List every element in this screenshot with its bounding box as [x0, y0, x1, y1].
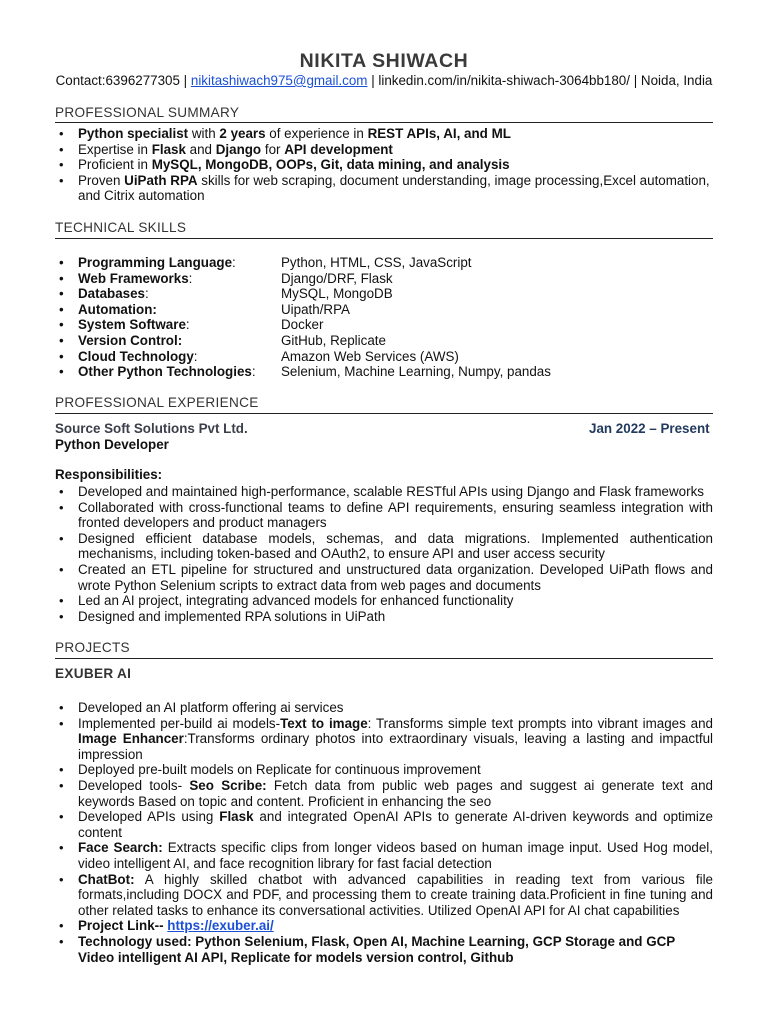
bullet-icon: •: [59, 809, 64, 825]
skill-item: • Automation: Uipath/RPA: [59, 301, 350, 317]
section-divider: [55, 413, 713, 414]
bullet-icon: •: [59, 777, 64, 793]
contact-phone: Contact:6396277305 |: [55, 73, 191, 88]
company-name: Source Soft Solutions Pvt Ltd.: [55, 421, 248, 436]
bullet-icon: •: [59, 918, 64, 934]
contact-line: [0, 73, 768, 89]
list-item: • ChatBot: A highly skilled chatbot with advanced capabilities in reading text from various file formats,including DOCX and PDF, and processing them to create training data.Proficient in fine tuning and other related tasks to enhance its conversational activities. Utilized OpenAI API for AI chat capabilities: [59, 871, 713, 918]
bullet-icon: •: [59, 762, 64, 778]
bullet-icon: •: [59, 593, 64, 609]
section-title-experience: PROFESSIONAL EXPERIENCE: [55, 395, 259, 410]
skill-item: • Version Control: GitHub, Replicate: [59, 332, 386, 348]
job-title: Python Developer: [55, 437, 169, 452]
bullet-icon: •: [59, 840, 64, 856]
list-item: • Deployed pre-built models on Replicate for continuous improvement: [59, 762, 481, 778]
skill-item: • Databases: MySQL, MongoDB: [59, 286, 393, 302]
project-name: EXUBER AI: [55, 666, 132, 681]
bullet-icon: •: [59, 141, 64, 157]
section-title-summary: PROFESSIONAL SUMMARY: [55, 105, 240, 120]
project-link[interactable]: https://exuber.ai/: [167, 918, 274, 934]
list-item: • Developed an AI platform offering ai services: [59, 700, 344, 715]
bullet-icon: •: [59, 286, 64, 302]
bullet-icon: •: [59, 301, 64, 317]
skill-item: • Other Python Technologies: Selenium, Machine Learning, Numpy, pandas: [59, 364, 551, 380]
list-item: • Created an ETL pipeline for structured and unstructured data organization. Developed UiPath flows and wrote Python Selenium scripts to extract data from web pages and documents: [59, 561, 713, 593]
summary-list: [55, 126, 713, 204]
list-item: • Technology used: Python Selenium, Flask, Open AI, Machine Learning, GCP Storage and GCP Video intelligent AI API, Replicate for models version control, Github: [59, 933, 675, 965]
section-divider: [55, 238, 713, 239]
email-link[interactable]: nikitashiwach975@gmail.com: [190, 73, 368, 88]
list-item: • Implemented per-build ai models-Text to image: Transforms simple text prompts into vibrant images and Image Enhancer:Transforms ordinary photos into extraordinary visuals, leaving a lasting and impactful impression: [59, 715, 713, 762]
bullet-icon: •: [59, 871, 64, 887]
bullet-icon: •: [59, 172, 64, 188]
bullet-icon: •: [59, 157, 64, 173]
list-item: • Collaborated with cross-functional teams to define API requirements, ensuring seamless integration with fronted developers and product managers: [59, 499, 713, 531]
list-item: • Face Search: Extracts specific clips from longer videos based on human image input. Used Hog model, video intelligent AI, and face recognition library for fast facial detection: [59, 840, 713, 871]
skill-item: • Cloud Technology: Amazon Web Services (AWS): [59, 348, 459, 364]
list-item: • Led an AI project, integrating advanced models for enhanced functionality: [59, 593, 514, 609]
responsibilities-list: [55, 484, 713, 624]
bullet-icon: •: [59, 332, 64, 348]
section-title-projects: PROJECTS: [55, 640, 130, 655]
bullet-icon: •: [59, 484, 64, 499]
bullet-icon: •: [59, 364, 64, 380]
bullet-icon: •: [59, 317, 64, 333]
list-item: • Proficient in MySQL, MongoDB, OOPs, Git, data mining, and analysis: [59, 157, 510, 173]
list-item: • Proven UiPath RPA skills for web scraping, document understanding, image processing,Excel automation, and Citrix automation: [59, 172, 710, 204]
contact-linkedin-location: | linkedin.com/in/nikita-shiwach-3064bb180/ | Noida, India: [367, 73, 713, 88]
list-item: • Designed efficient database models, schemas, and data migrations. Implemented authentication mechanisms, including token-based and OAuth2, to ensure API and user access security: [59, 530, 713, 562]
bullet-icon: •: [59, 499, 64, 515]
bullet-icon: •: [59, 561, 64, 577]
bullet-icon: •: [59, 126, 64, 141]
list-item: • Developed and maintained high-performance, scalable RESTful APIs using Django and Flask frameworks: [59, 484, 704, 499]
bullet-icon: •: [59, 270, 64, 286]
section-divider: [55, 658, 713, 659]
employment-dates: Jan 2022 – Present: [589, 421, 710, 436]
project-list: [55, 700, 713, 965]
section-title-skills: TECHNICAL SKILLS: [55, 220, 187, 235]
skills-list: [55, 255, 713, 380]
list-item: • Developed APIs using Flask and integrated OpenAI APIs to generate AI-driven keywords and optimize content: [59, 809, 713, 840]
bullet-icon: •: [59, 255, 64, 270]
bullet-icon: •: [59, 700, 64, 715]
skill-item: • System Software: Docker: [59, 317, 324, 333]
bullet-icon: •: [59, 933, 64, 949]
list-item: • Expertise in Flask and Django for API development: [59, 141, 393, 157]
bullet-icon: •: [59, 348, 64, 364]
list-item: • Python specialist with 2 years of experience in REST APIs, AI, and ML: [59, 126, 511, 141]
skill-item: • Web Frameworks: Django/DRF, Flask: [59, 270, 393, 286]
list-item: • Developed tools- Seo Scribe: Fetch data from public web pages and suggest ai generate text and keywords Based on topic and content. Proficient in enhancing the seo: [59, 777, 713, 809]
responsibilities-label: Responsibilities:: [55, 467, 163, 482]
list-item: • Designed and implemented RPA solutions in UiPath: [59, 608, 386, 624]
bullet-icon: •: [59, 608, 64, 624]
bullet-icon: •: [59, 530, 64, 546]
bullet-icon: •: [59, 715, 64, 731]
candidate-name: NIKITA SHIWACH: [299, 50, 469, 72]
section-divider: [55, 122, 713, 123]
skill-item: • Programming Language: Python, HTML, CSS, JavaScript: [59, 255, 472, 270]
list-item: • Project Link-- https://exuber.ai/: [59, 918, 274, 934]
